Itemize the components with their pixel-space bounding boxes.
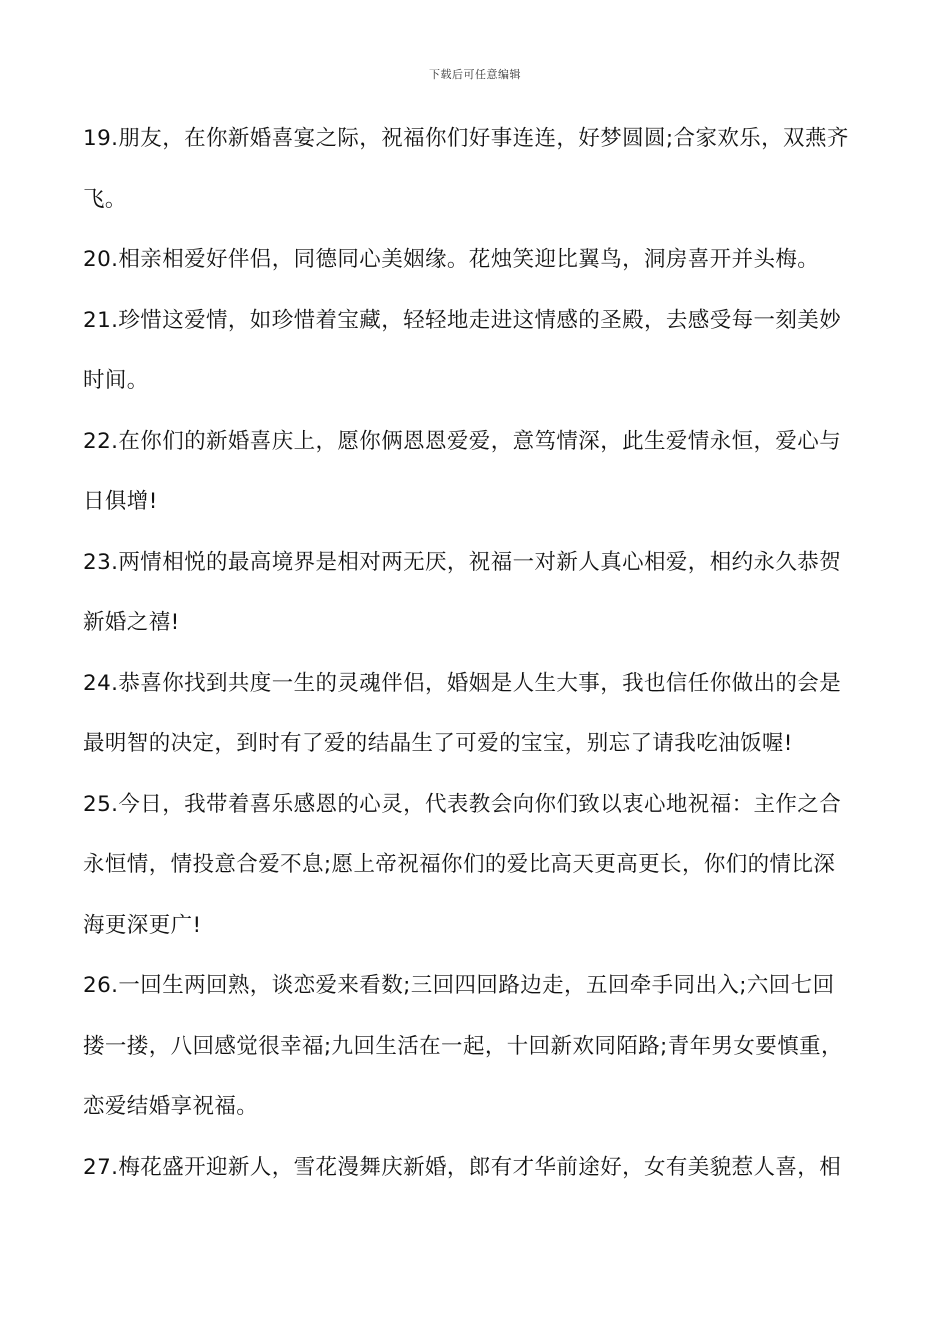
document-body bbox=[83, 120, 873, 1209]
text-line: 24.恭喜你找到共度一生的灵魂伴侣，婚姻是人生大事，我也信任你做出的会是 bbox=[83, 670, 842, 696]
text-line: 27.梅花盛开迎新人，雪花漫舞庆新婚，郎有才华前途好，女有美貌惹人喜，相 bbox=[83, 1154, 842, 1180]
text-line: 飞。 bbox=[83, 186, 127, 212]
text-line: 日俱增! bbox=[83, 489, 158, 514]
page-header-note: 下载后可任意编辑 bbox=[429, 68, 521, 81]
text-line: 21.珍惜这爱情，如珍惜着宝藏，轻轻地走进这情感的圣殿，去感受每一刻美妙 bbox=[83, 307, 842, 333]
text-line: 25.今日，我带着喜乐感恩的心灵，代表教会向你们致以衷心地祝福：主作之合 bbox=[83, 791, 842, 817]
text-line: 22.在你们的新婚喜庆上，愿你俩恩恩爱爱，意笃情深，此生爱情永恒，爱心与 bbox=[83, 428, 842, 454]
text-line: 时间。 bbox=[83, 368, 149, 393]
text-line: 26.一回生两回熟，谈恋爱来看数;三回四回路边走，五回牵手同出入;六回七回 bbox=[83, 973, 835, 998]
text-line: 海更深更广! bbox=[83, 912, 202, 938]
text-line: 20.相亲相爱好伴侣，同德同心美姻缘。花烛笑迎比翼鸟，洞房喜开并头梅。 bbox=[83, 247, 820, 272]
text-line: 永恒情，情投意合爱不息;愿上帝祝福你们的爱比高天更高更长，你们的情比深 bbox=[83, 852, 836, 877]
text-line: 恋爱结婚享祝福。 bbox=[83, 1094, 259, 1119]
text-line: 搂一搂，八回感觉很幸福;九回生活在一起，十回新欢同陌路;青年男女要慎重， bbox=[83, 1033, 843, 1059]
text-line: 最明智的决定，到时有了爱的结晶生了可爱的宝宝，别忘了请我吃油饭喔! bbox=[83, 731, 793, 756]
text-line: 新婚之禧! bbox=[83, 610, 180, 635]
text-line: 19.朋友，在你新婚喜宴之际，祝福你们好事连连，好梦圆圆;合家欢乐，双燕齐 bbox=[83, 126, 849, 151]
text-line: 23.两情相悦的最高境界是相对两无厌，祝福一对新人真心相爱，相约永久恭贺 bbox=[83, 549, 842, 575]
